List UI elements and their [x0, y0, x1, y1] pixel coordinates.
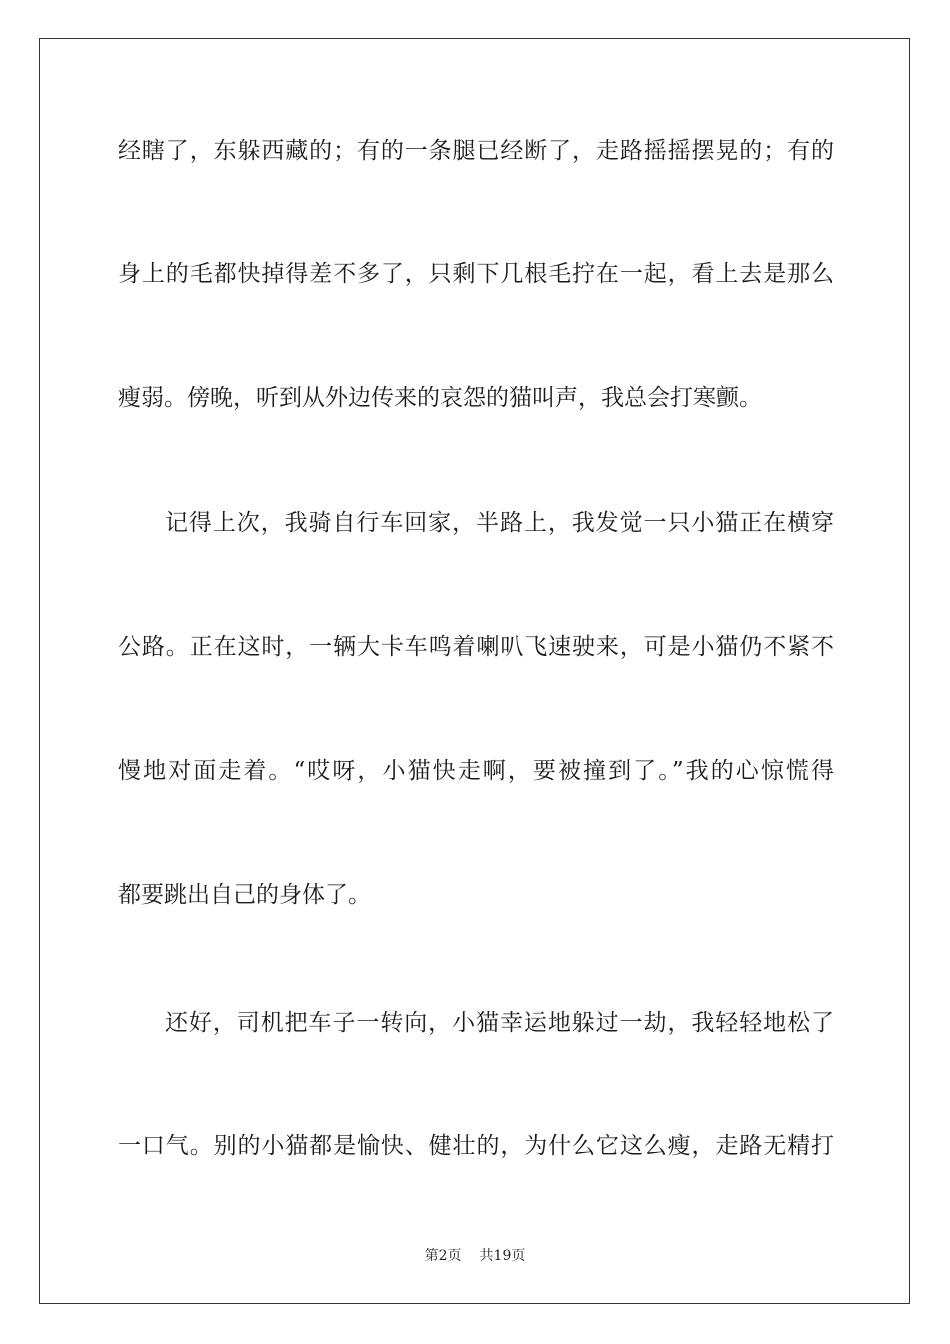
text-line: 都要跳出自己的身体了。 — [118, 882, 371, 908]
page-total: 共19页 — [479, 1248, 526, 1264]
text-line: 公路。正在这时，一辆大卡车鸣着喇叭飞速驶来，可是小猫仍不紧不 — [118, 634, 834, 660]
page-footer — [0, 1246, 950, 1266]
page-border — [39, 38, 910, 1304]
paragraph-first-line: 记得上次，我骑自行车回家，半路上，我发觉一只小猫正在横穿 — [165, 510, 834, 536]
text-line: 瘦弱。傍晚，听到从外边传来的哀怨的猫叫声，我总会打寒颤。 — [118, 385, 762, 411]
text-line: 一口气。别的小猫都是愉快、健壮的，为什么它这么瘦，走路无精打 — [118, 1133, 834, 1159]
text-line: 慢地对面走着。“哎呀，小猫快走啊，要被撞到了。”我的心惊慌得 — [118, 758, 834, 784]
text-line: 经瞎了，东躲西藏的；有的一条腿已经断了，走路摇摇摆晃的；有的 — [118, 138, 834, 164]
text-line: 身上的毛都快掉得差不多了，只剩下几根毛拧在一起，看上去是那么 — [118, 261, 834, 287]
page-number: 第2页 — [424, 1248, 462, 1264]
paragraph-first-line: 还好，司机把车子一转向，小猫幸运地躲过一劫，我轻轻地松了 — [165, 1010, 834, 1036]
